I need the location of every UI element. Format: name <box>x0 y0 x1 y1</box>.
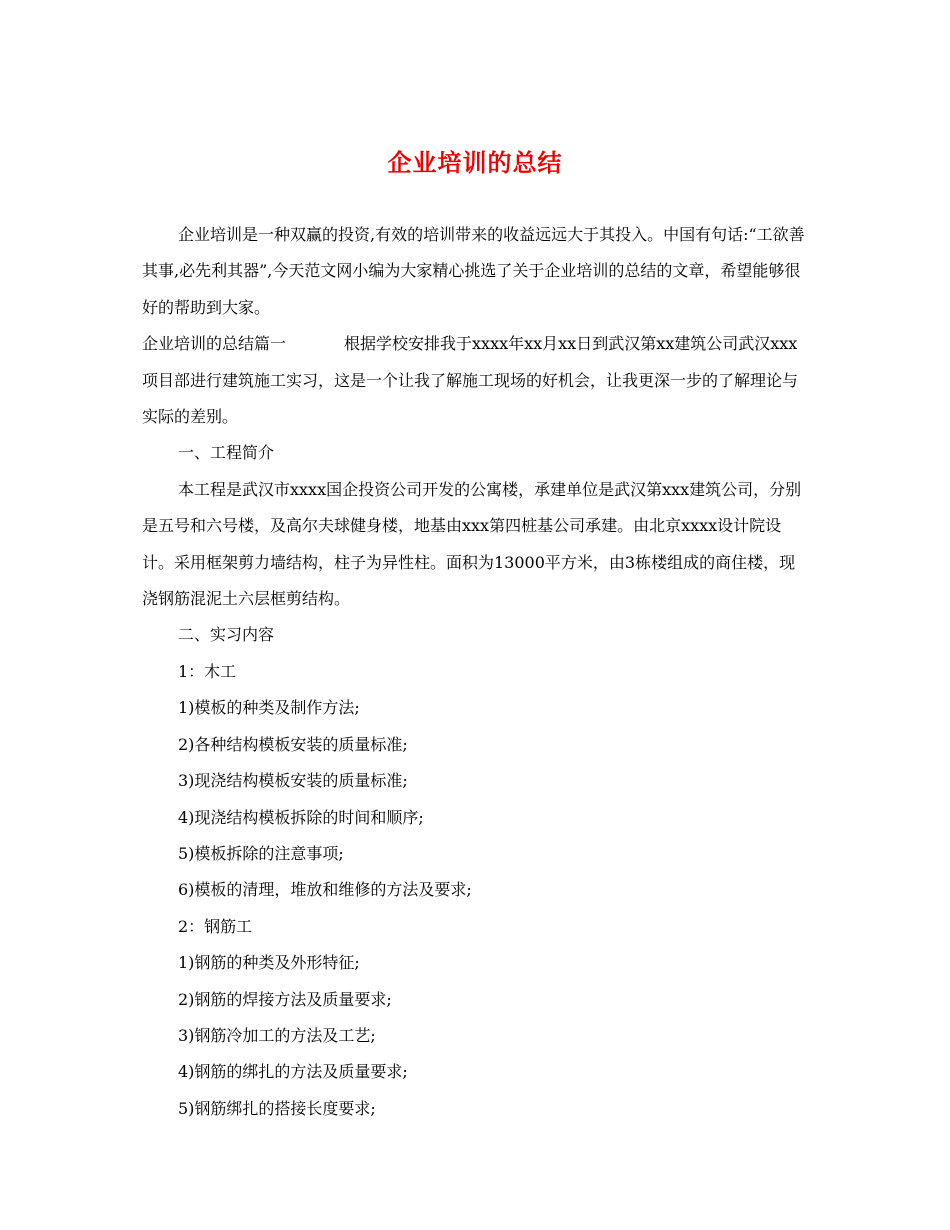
section-paragraph <box>142 326 810 435</box>
section-intro: 根据学校安排我于xxxx年xx月xx日到武汉第xx建筑公司武汉xxx项目部进行建筑施工实习，这是一个让我了解施工现场的好机会，让我更深一步的了解理论与实际的差别。 <box>142 334 799 427</box>
list-item: 1)模板的种类及制作方法; <box>178 698 360 718</box>
list-item: 5)模板拆除的注意事项; <box>178 843 344 863</box>
list-item: 6)模板的清理，堆放和维修的方法及要求; <box>178 880 472 900</box>
heading-project-overview: 一、工程简介 <box>178 443 275 463</box>
intro-paragraph: 企业培训是一种双赢的投资,有效的培训带来的收益远远大于其投入。中国有句话:“工欲善其事,必先利其器”,今天范文网小编为大家精心挑选了关于企业培训的总结的文章，希望能够很好的帮助到大家。 <box>142 225 805 317</box>
list-item: 2)各种结构模板安装的质量标准; <box>178 734 408 754</box>
list-item: 2)钢筋的焊接方法及质量要求; <box>178 989 392 1009</box>
document-title: 企业培训的总结 <box>387 148 563 177</box>
heading-internship-content: 二、实习内容 <box>178 625 275 645</box>
subheading-rebar-work: 2：钢筋工 <box>178 916 253 936</box>
list-item: 3)钢筋冷加工的方法及工艺; <box>178 1025 376 1045</box>
project-description: 本工程是武汉市xxxx国企投资公司开发的公寓楼，承建单位是武汉第xxx建筑公司，分别是五号和六号楼，及高尔夫球健身楼，地基由xxx第四桩基公司承建。由北京xxxx设计院设计。采用框架剪力墙结构，柱子为异性柱。面积为13000平方米，由3栋楼组成的商住楼，现浇钢筋混泥土六层框剪结构。 <box>142 479 802 609</box>
subheading-carpentry: 1：木工 <box>178 661 237 681</box>
list-item: 4)现浇结构模板拆除的时间和顺序; <box>178 807 424 827</box>
section-label: 企业培训的总结篇一 <box>142 334 287 354</box>
list-item: 4)钢筋的绑扎的方法及质量要求; <box>178 1062 408 1082</box>
document-body <box>142 217 810 1127</box>
list-item: 3)现浇结构模板安装的质量标准; <box>178 771 408 791</box>
list-item: 5)钢筋绑扎的搭接长度要求; <box>178 1098 376 1118</box>
list-item: 1)钢筋的种类及外形特征; <box>178 953 360 973</box>
